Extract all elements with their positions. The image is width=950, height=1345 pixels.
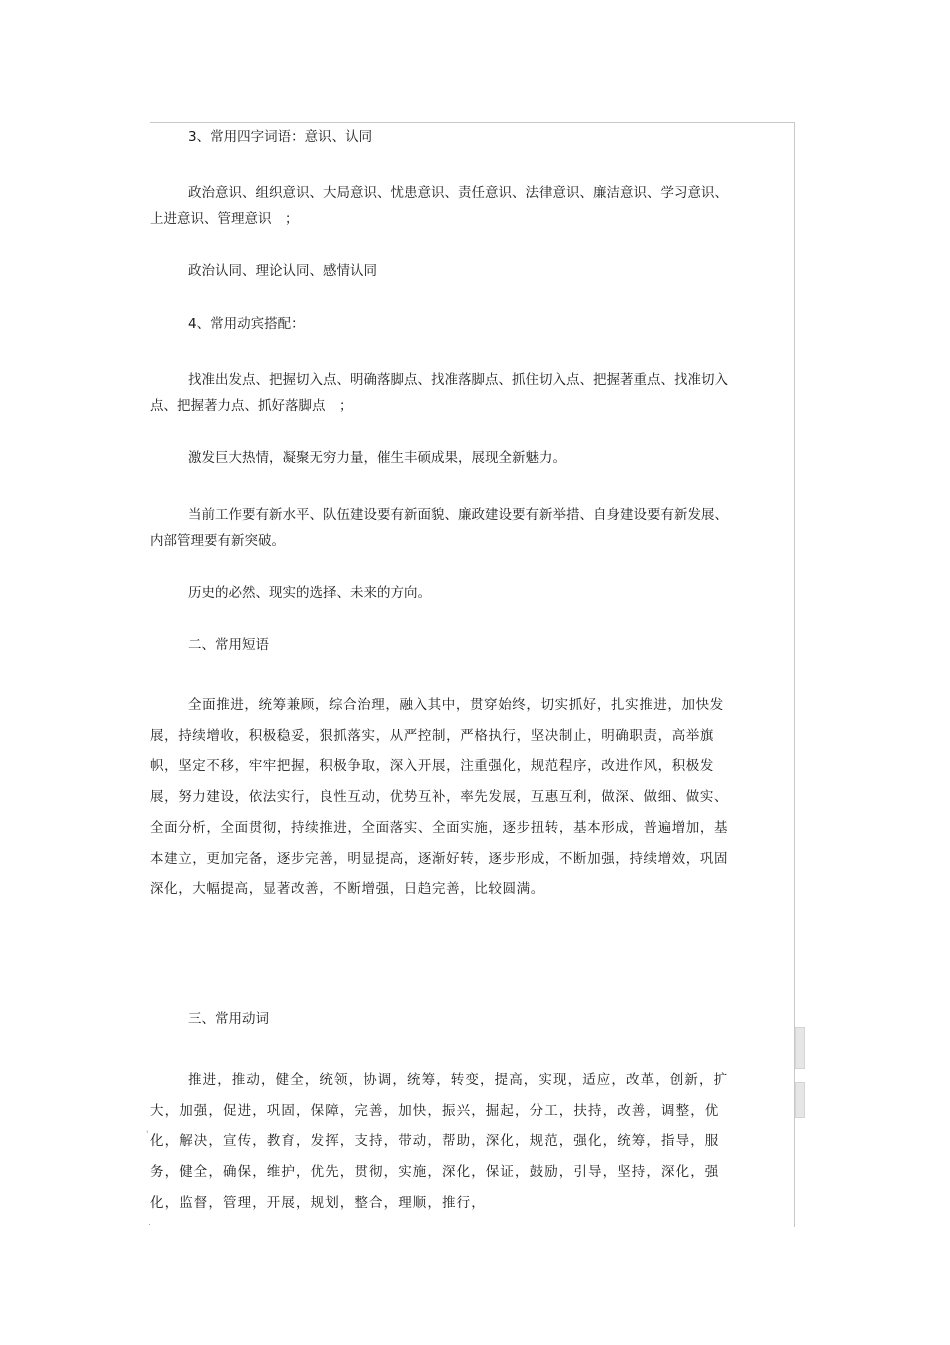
paragraph-awareness: 政治意识、组织意识、大局意识、忧患意识、责任意识、法律意识、廉洁意识、学习意识、上进意识、管理意识 ； [150,185,728,227]
paragraph-history: 历史的必然、现实的选择、未来的方向。 [188,585,431,601]
paragraph-verbs: 推进，推动，健全，统领，协调，统筹，转变，提高，实现，适应，改革，创新，扩大，加强，促进，巩固，保障，完善，加快，振兴，掘起，分工，扶持，改善，调整，优化，解决，宣传，教育，发挥，支持，带动，帮助，深化，规范，强化，统筹，指导，服务，健全，确保，维护，优先，贯彻，实施，深化，保证，鼓励，引导，坚持，深化，强化，监督，管理，开展，规划，整合，理顺，推行， [150,1072,729,1211]
stray-mark: ' [146,1130,149,1140]
paragraph-current-work: 当前工作要有新水平、队伍建设要有新面貌、廉政建设要有新举措、自身建设要有新发展、内部管理要有新突破。 [150,507,728,549]
page-edge-mark [795,1082,805,1118]
paragraph-points: 找准出发点、把握切入点、明确落脚点、找准落脚点、抓住切入点、把握著重点、找准切入点、把握著力点、抓好落脚点 ； [150,372,728,414]
page-top-border [150,122,795,123]
heading-phrases: 二、常用短语 [188,637,269,653]
page-edge-mark [795,1027,805,1069]
paragraph-identity: 政治认同、理论认同、感情认同 [188,263,377,279]
paragraph-inspire: 激发巨大热情，凝聚无穷力量，催生丰硕成果，展现全新魅力。 [188,450,566,466]
heading-verb-object: 4、常用动宾搭配： [188,316,305,332]
paragraph-phrases: 全面推进，统筹兼顾，综合治理，融入其中，贯穿始终，切实抓好，扎实推进，加快发展，持续增收，积极稳妥，狠抓落实，从严控制，严格执行，坚决制止，明确职责，高举旗帜，坚定不移，牢牢把握，积极争取，深入开展，注重强化，规范程序，改进作风，积极发展，努力建设，依法实行，良性互动，优势互补，率先发展，互惠互利，做深、做细、做实、全面分析，全面贯彻，持续推进，全面落实、全面实施，逐步扭转，基本形成，普遍增加，基本建立，更加完备，逐步完善，明显提高，逐渐好转，逐步形成，不断加强，持续增效，巩固深化，大幅提高，显著改善，不断增强，日趋完善，比较圆满。 [150,697,729,898]
heading-four-char-words: 3、常用四字词语：意识、认同 [188,129,373,145]
heading-verbs: 三、常用动词 [188,1011,269,1027]
stray-mark: . [148,1218,151,1228]
